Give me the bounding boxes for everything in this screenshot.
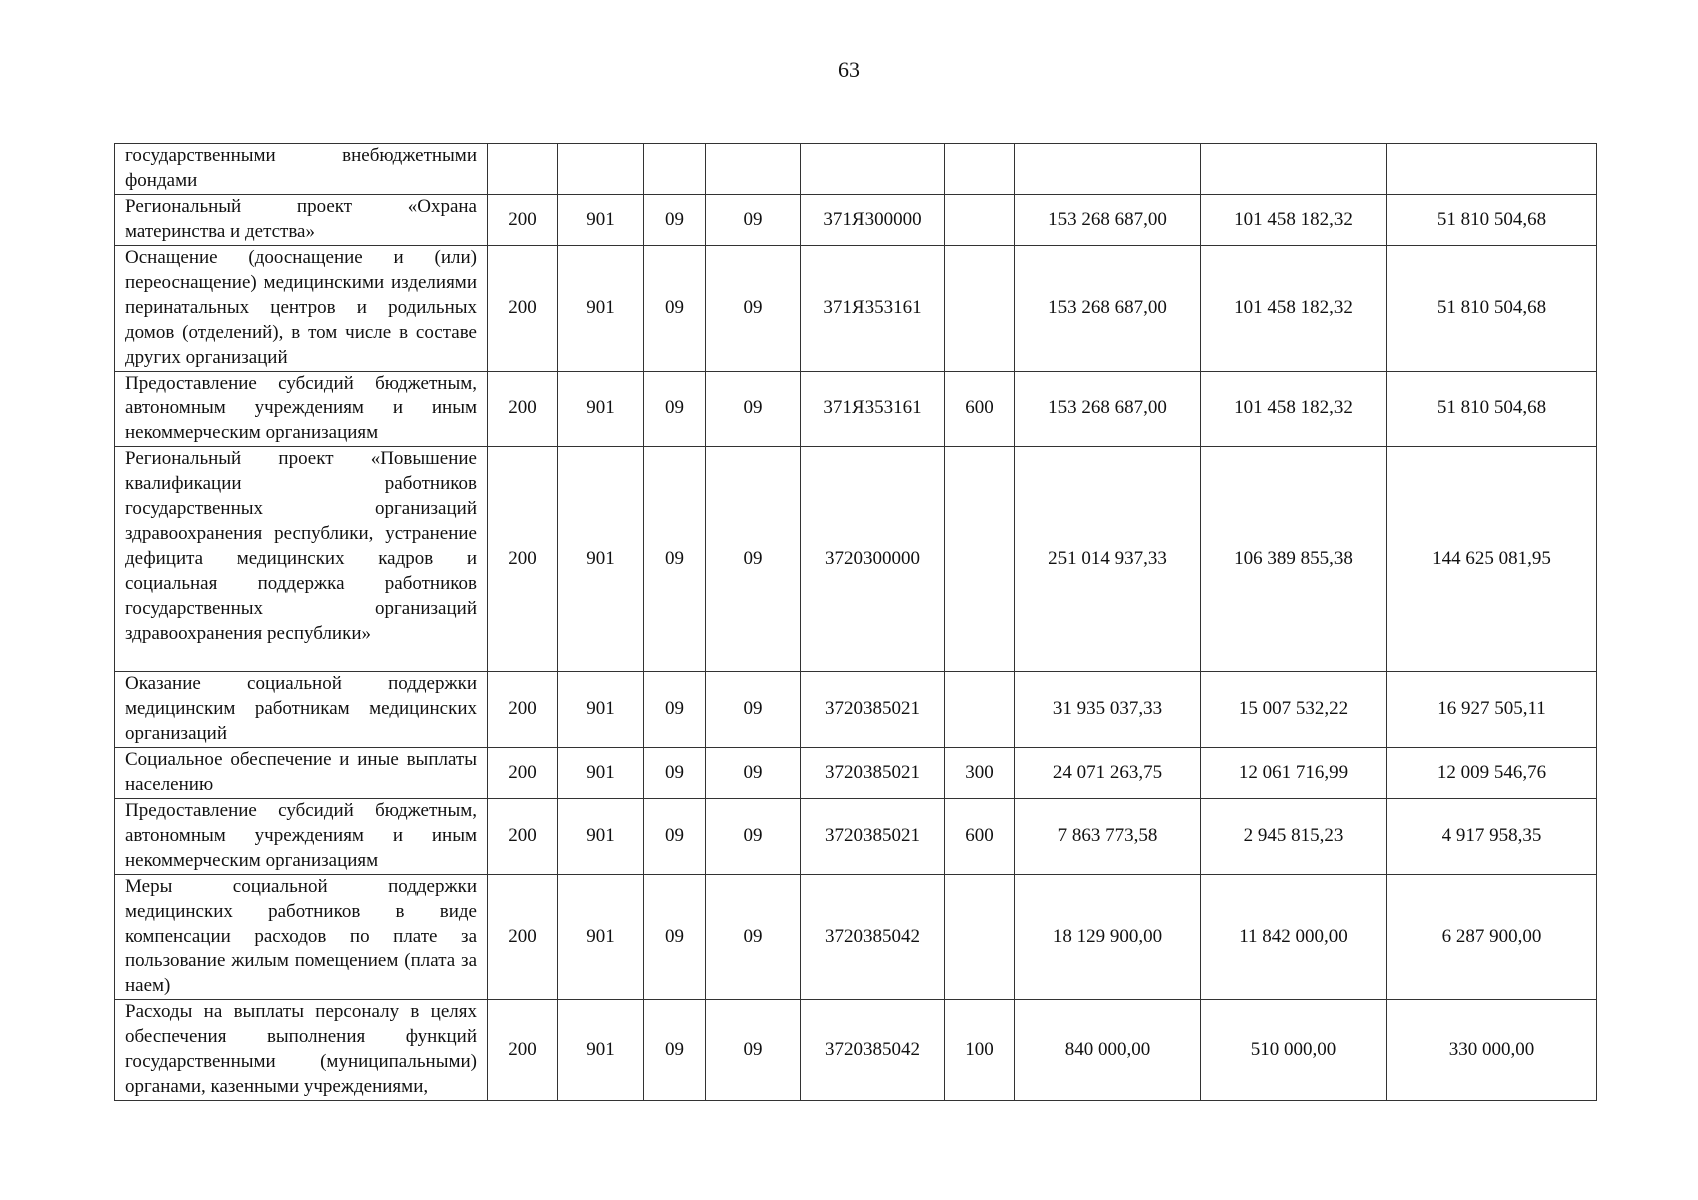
cell-section: 09 [644, 672, 706, 748]
cell-grbs: 200 [488, 447, 558, 672]
cell-grbs: 200 [488, 798, 558, 874]
cell-amount-2: 4 917 958,35 [1387, 798, 1597, 874]
row-description: Расходы на выплаты персоналу в целях обеспечения выполнения функций государственными (муниципальными) органами, казенными учреждениями, [115, 1000, 488, 1101]
row-description: Предоставление субсидий бюджетным, автономным учреждениям и иным некоммерческим организациям [115, 798, 488, 874]
cell-amount-1: 12 061 716,99 [1201, 747, 1387, 798]
cell-expense-type: 100 [945, 1000, 1015, 1101]
cell-grbs: 200 [488, 246, 558, 372]
cell-section: 09 [644, 447, 706, 672]
table-row [115, 246, 1597, 372]
row-description: государственными внебюджетными фондами [115, 144, 488, 195]
cell-amount-2: 12 009 546,76 [1387, 747, 1597, 798]
cell-subsection [706, 144, 801, 195]
cell-amount-total: 153 268 687,00 [1015, 371, 1201, 447]
cell-subsection: 09 [706, 195, 801, 246]
cell-expense-type: 600 [945, 798, 1015, 874]
cell-expense-type: 600 [945, 371, 1015, 447]
cell-amount-2: 144 625 081,95 [1387, 447, 1597, 672]
cell-grbs: 200 [488, 1000, 558, 1101]
table-row [115, 371, 1597, 447]
cell-amount-1: 11 842 000,00 [1201, 874, 1387, 1000]
cell-code: 901 [558, 747, 644, 798]
table-row [115, 447, 1597, 672]
cell-amount-2: 330 000,00 [1387, 1000, 1597, 1101]
cell-amount-2: 51 810 504,68 [1387, 371, 1597, 447]
page-number: 63 [838, 57, 860, 82]
cell-section: 09 [644, 195, 706, 246]
cell-amount-total: 18 129 900,00 [1015, 874, 1201, 1000]
cell-target-article: 3720385021 [801, 747, 945, 798]
cell-amount-2: 16 927 505,11 [1387, 672, 1597, 748]
cell-amount-2: 51 810 504,68 [1387, 246, 1597, 372]
table-row [115, 874, 1597, 1000]
cell-subsection: 09 [706, 371, 801, 447]
cell-amount-total: 24 071 263,75 [1015, 747, 1201, 798]
budget-table-body [115, 144, 1597, 1101]
cell-subsection: 09 [706, 246, 801, 372]
cell-amount-1: 101 458 182,32 [1201, 246, 1387, 372]
cell-target-article: 371Я353161 [801, 246, 945, 372]
cell-amount-1: 101 458 182,32 [1201, 195, 1387, 246]
cell-grbs [488, 144, 558, 195]
cell-expense-type: 300 [945, 747, 1015, 798]
cell-expense-type [945, 672, 1015, 748]
cell-amount-1: 106 389 855,38 [1201, 447, 1387, 672]
cell-code: 901 [558, 447, 644, 672]
cell-section: 09 [644, 371, 706, 447]
cell-code: 901 [558, 874, 644, 1000]
cell-amount-total: 31 935 037,33 [1015, 672, 1201, 748]
cell-grbs: 200 [488, 672, 558, 748]
cell-section: 09 [644, 798, 706, 874]
table-row [115, 1000, 1597, 1101]
cell-expense-type [945, 195, 1015, 246]
cell-target-article [801, 144, 945, 195]
cell-amount-1: 2 945 815,23 [1201, 798, 1387, 874]
cell-code: 901 [558, 1000, 644, 1101]
cell-amount-1: 101 458 182,32 [1201, 371, 1387, 447]
cell-subsection: 09 [706, 672, 801, 748]
cell-grbs: 200 [488, 747, 558, 798]
cell-target-article: 3720300000 [801, 447, 945, 672]
cell-code: 901 [558, 798, 644, 874]
cell-code: 901 [558, 195, 644, 246]
cell-section: 09 [644, 1000, 706, 1101]
cell-amount-total: 7 863 773,58 [1015, 798, 1201, 874]
cell-subsection: 09 [706, 798, 801, 874]
cell-amount-total: 153 268 687,00 [1015, 195, 1201, 246]
cell-grbs: 200 [488, 195, 558, 246]
cell-section: 09 [644, 246, 706, 372]
cell-expense-type [945, 144, 1015, 195]
budget-table [114, 143, 1597, 1101]
cell-subsection: 09 [706, 747, 801, 798]
cell-target-article: 371Я300000 [801, 195, 945, 246]
row-description: Оказание социальной поддержки медицинским работникам медицинских организаций [115, 672, 488, 748]
cell-amount-total: 840 000,00 [1015, 1000, 1201, 1101]
cell-amount-total: 153 268 687,00 [1015, 246, 1201, 372]
cell-subsection: 09 [706, 447, 801, 672]
cell-expense-type [945, 246, 1015, 372]
table-row [115, 144, 1597, 195]
cell-target-article: 3720385021 [801, 672, 945, 748]
cell-expense-type [945, 874, 1015, 1000]
row-description: Меры социальной поддержки медицинских работников в виде компенсации расходов по плате за пользование жилым помещением (плата за наем) [115, 874, 488, 1000]
cell-amount-2: 6 287 900,00 [1387, 874, 1597, 1000]
row-description: Оснащение (дооснащение и (или) переоснащение) медицинскими изделиями перинатальных центров и родильных домов (отделений), в том числе в составе других организаций [115, 246, 488, 372]
cell-amount-total [1015, 144, 1201, 195]
cell-amount-1: 15 007 532,22 [1201, 672, 1387, 748]
cell-target-article: 3720385042 [801, 1000, 945, 1101]
cell-code: 901 [558, 672, 644, 748]
cell-grbs: 200 [488, 371, 558, 447]
row-description: Социальное обеспечение и иные выплаты населению [115, 747, 488, 798]
table-row [115, 672, 1597, 748]
cell-target-article: 371Я353161 [801, 371, 945, 447]
cell-code: 901 [558, 371, 644, 447]
cell-code: 901 [558, 246, 644, 372]
cell-amount-total: 251 014 937,33 [1015, 447, 1201, 672]
cell-target-article: 3720385021 [801, 798, 945, 874]
row-description: Предоставление субсидий бюджетным, автономным учреждениям и иным некоммерческим организациям [115, 371, 488, 447]
table-row [115, 747, 1597, 798]
cell-amount-2: 51 810 504,68 [1387, 195, 1597, 246]
table-row [115, 195, 1597, 246]
cell-code [558, 144, 644, 195]
cell-amount-1: 510 000,00 [1201, 1000, 1387, 1101]
cell-grbs: 200 [488, 874, 558, 1000]
cell-section: 09 [644, 747, 706, 798]
cell-section [644, 144, 706, 195]
row-description: Региональный проект «Повышение квалификации работников государственных организаций здравоохранения республики, устранение дефицита медицинских кадров и социальная поддержка работников государственных организаций здравоохранения республики» [115, 447, 488, 672]
cell-expense-type [945, 447, 1015, 672]
cell-subsection: 09 [706, 1000, 801, 1101]
cell-subsection: 09 [706, 874, 801, 1000]
cell-amount-1 [1201, 144, 1387, 195]
cell-target-article: 3720385042 [801, 874, 945, 1000]
table-row [115, 798, 1597, 874]
cell-amount-2 [1387, 144, 1597, 195]
cell-section: 09 [644, 874, 706, 1000]
row-description: Региональный проект «Охрана материнства и детства» [115, 195, 488, 246]
